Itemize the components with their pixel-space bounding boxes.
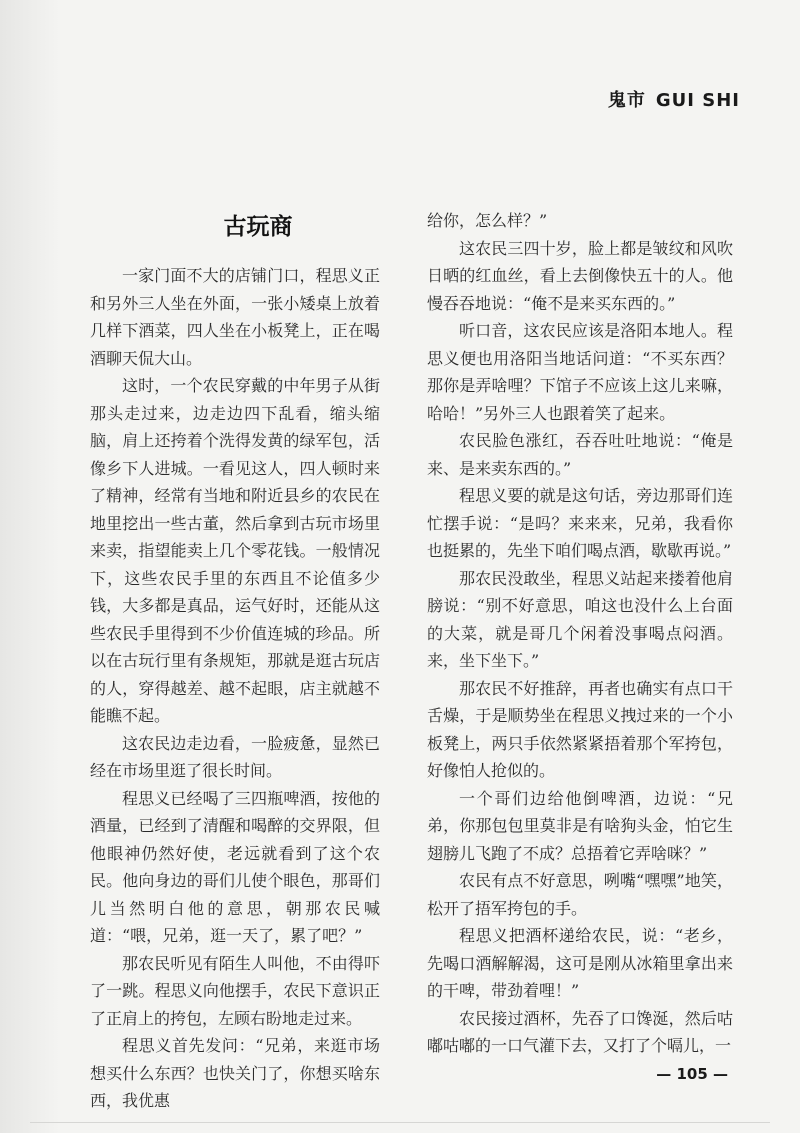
paragraph-continued: 给你，怎么样？” xyxy=(427,211,548,230)
paragraph: 程思义已经喝了三四瓶啤酒，按他的酒量，已经到了清醒和喝醉的交界限，但他眼神仍然好使，老远就看到了这个农民。他向身边的哥们儿使个眼色，那哥们儿当然明白他的意思，朝那农民喊道：“喂，兄弟，逛一天了，累了吧？” xyxy=(90,788,380,945)
page-gutter-shadow xyxy=(0,0,60,1133)
paragraph: 这农民三四十岁，脸上都是皱纹和风吹日晒的红血丝，看上去倒像快五十的人。他慢吞吞地说：“俺不是来买东西的。” xyxy=(427,238,733,313)
paragraph: 那农民没敢坐，程思义站起来搂着他肩膀说：“别不好意思，咱这也没什么上台面的大菜，就是哥几个闲着没事喝点闷酒。来，坐下坐下。” xyxy=(427,568,733,670)
paragraph: 一个哥们边给他倒啤酒，边说：“兄弟，你那包包里莫非是有啥狗头金，怕它生翅膀儿飞跑了不成？总捂着它弄啥咪？” xyxy=(427,788,733,863)
paragraph: 程思义要的就是这句话，旁边那哥们连忙摆手说：“是吗？来来来，兄弟，我看你也挺累的，先坐下咱们喝点酒，歇歇再说。” xyxy=(427,486,733,560)
paragraph: 听口音，这农民应该是洛阳本地人。程思义便也用洛阳当地话问道：“不买东西？那你是弄啥哩？下馆子不应该上这儿来嘛，哈哈！”另外三人也跟着笑了起来。 xyxy=(427,321,733,423)
page-number: — 105 — xyxy=(656,1065,728,1083)
paragraph: 这农民边走边看，一脸疲惫，显然已经在市场里逛了很长时间。 xyxy=(90,733,380,780)
paragraph: 一家门面不大的店铺门口，程思义正和另外三人坐在外面，一张小矮桌上放着几样下酒菜，四人坐在小板凳上，正在喝酒聊天侃大山。 xyxy=(90,266,380,368)
paragraph: 农民有点不好意思，咧嘴“嘿嘿”地笑，松开了捂军挎包的手。 xyxy=(427,871,733,918)
paragraph: 程思义把酒杯递给农民，说：“老乡，先喝口酒解解渴，这可是刚从冰箱里拿出来的干啤，带劲着哩！” xyxy=(427,926,733,1000)
paragraph: 那农民不好推辞，再者也确实有点口干舌燥，于是顺势坐在程思义拽过来的一个小板凳上，两只手依然紧紧捂着那个军挎包，好像怕人抢似的。 xyxy=(427,678,733,780)
running-header xyxy=(608,86,740,112)
paragraph: 农民脸色涨红，吞吞吐吐地说：“俺是来、是来卖东西的。” xyxy=(427,431,733,478)
paragraph: 程思义首先发问：“兄弟，来逛市场想买什么东西？也快关门了，你想买啥东西，我优惠 xyxy=(90,1036,380,1110)
paragraph: 那农民听见有陌生人叫他，不由得吓了一跳。程思义向他摆手，农民下意识正了正肩上的挎包，左顾右盼地走过来。 xyxy=(90,953,380,1028)
paragraph: 农民接过酒杯，先吞了口馋涎，然后咕嘟咕嘟的一口气灌下去，又打了个嗝儿，一 xyxy=(427,1008,733,1055)
story-title: 古玩商 xyxy=(223,214,293,240)
page-bottom-divider xyxy=(30,1122,770,1123)
paragraph: 这时，一个农民穿戴的中年男子从街那头走过来，边走边四下乱看，缩头缩脑，肩上还挎着个洗得发黄的绿军包，活像乡下人进城。一看见这人，四人顿时来了精神，经常有当地和附近县乡的农民在地里挖出一些古董，然后拿到古玩市场里来卖，指望能卖上几个零花钱。一般情况下，这些农民手里的东西且不论值多少钱，大多都是真品，运气好时，还能从这些农民手里得到不少价值连城的珍品。所以在古玩行里有条规矩，那就是逛古玩店的人，穿得越差、越不起眼，店主就越不能瞧不起。 xyxy=(90,376,380,725)
text-column-right xyxy=(427,207,733,1060)
text-column-left xyxy=(90,262,380,1115)
header-chinese: 鬼市 xyxy=(607,90,646,111)
header-pinyin: GUI SHI xyxy=(655,90,740,111)
